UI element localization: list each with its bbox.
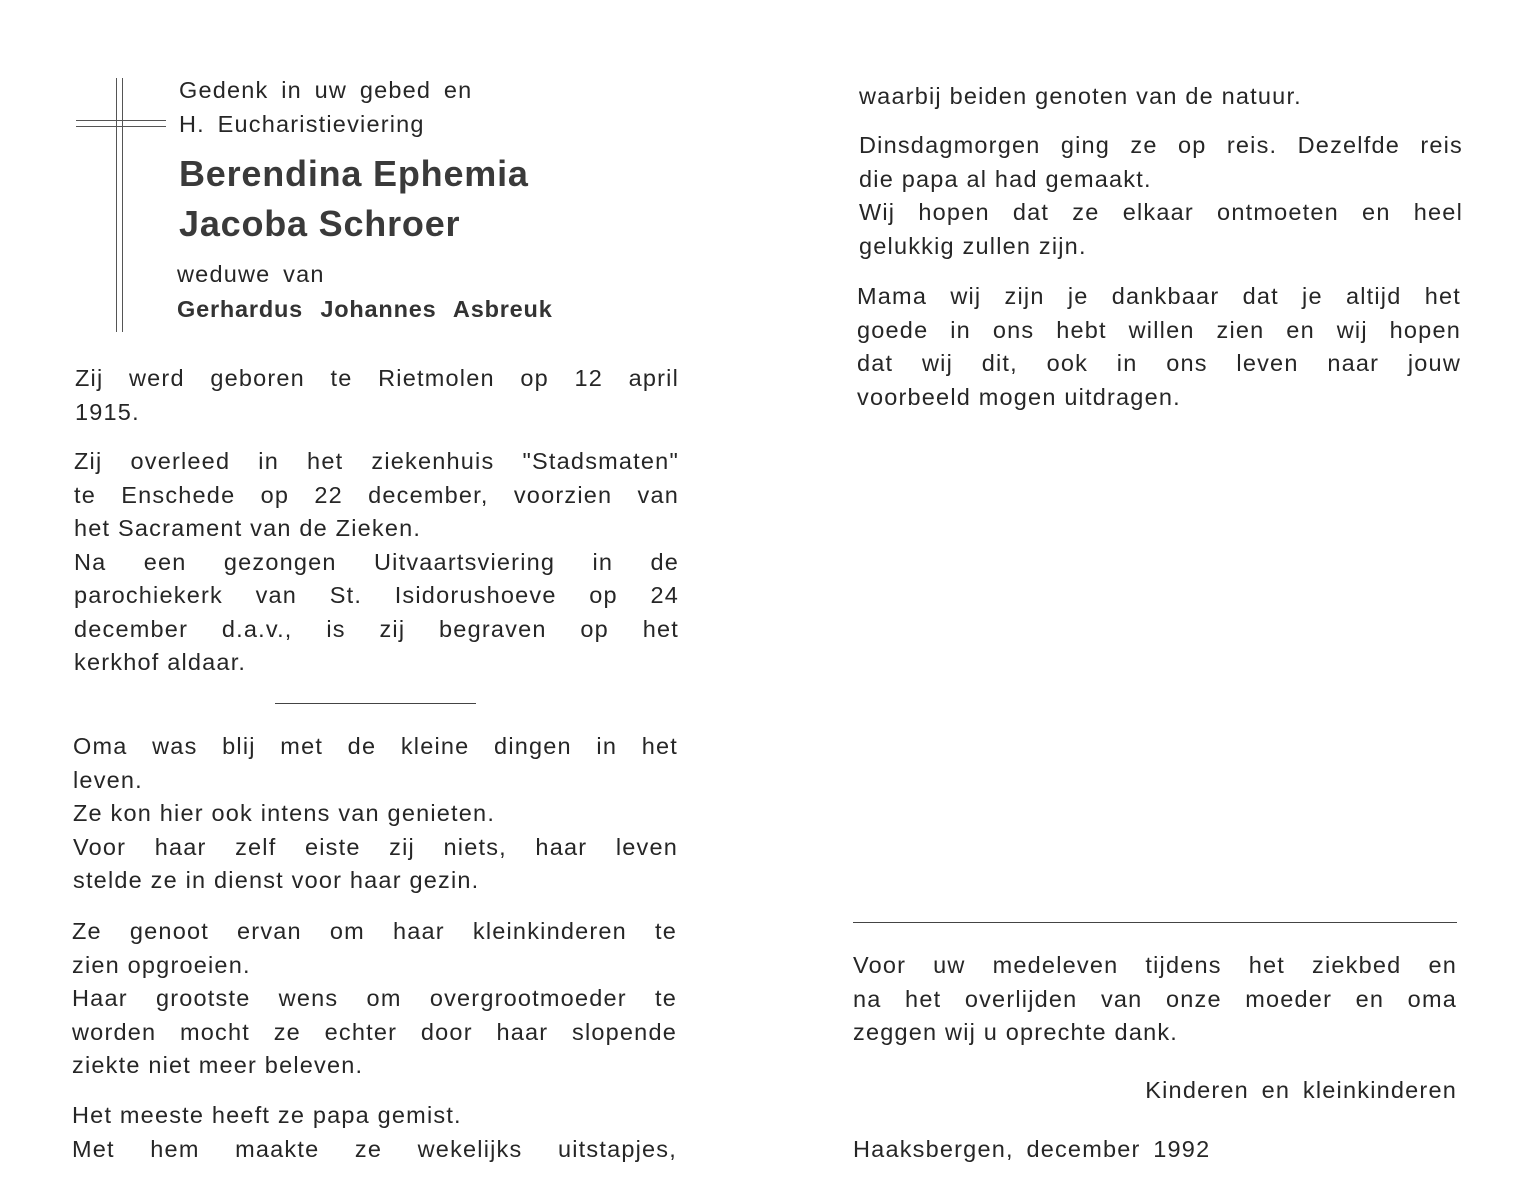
cross-icon — [76, 78, 172, 332]
text-line: stelde ze in dienst voor haar gezin. — [73, 867, 480, 893]
text-line: het Sacrament van de Zieken. — [74, 515, 422, 541]
text-line: Ze kon hier ook intens van genieten. — [73, 800, 496, 826]
text-line: gelukkig zullen zijn. — [859, 232, 1087, 259]
text-line: kerkhof aldaar. — [74, 649, 247, 675]
text-line: 1915. — [75, 398, 140, 425]
text-line: ziekte niet meer beleven. — [72, 1052, 364, 1078]
text-line: Het meeste heeft ze papa gemist. — [72, 1102, 462, 1128]
grandchildren-paragraph — [72, 915, 677, 1083]
mama-paragraph — [857, 280, 1461, 414]
deceased-name-line-1: Berendina Ephemia — [179, 153, 529, 194]
text-line: Oma was blij met de kleine dingen in het — [73, 733, 678, 759]
death-paragraph — [74, 445, 679, 680]
text-line: Dinsdagmorgen ging ze op reis. Dezelfde reis — [859, 132, 1463, 158]
text-line: Na een gezongen Uitvaartsviering in de — [74, 548, 679, 575]
text-line: Voor haar zelf eiste zij niets, haar leven — [73, 833, 678, 860]
text-line: na het overlijden van onze moeder en oma — [853, 985, 1457, 1012]
divider — [853, 922, 1457, 923]
text-line: Voor uw medeleven tijdens het ziekbed en — [853, 952, 1457, 978]
signature: Kinderen en kleinkinderen — [1145, 1077, 1457, 1103]
text-line: zien opgroeien. — [72, 951, 251, 978]
text-line: december d.a.v., is zij begraven op het — [74, 615, 679, 642]
text-line: dat wij dit, ook in ons leven naar jouw — [857, 350, 1461, 376]
nature-paragraph — [859, 80, 1463, 114]
text-line: Ze genoot ervan om haar kleinkinderen te — [72, 918, 677, 944]
text-line: leven. — [73, 766, 143, 793]
oma-paragraph — [73, 730, 678, 898]
text-line: zeggen wij u oprechte dank. — [853, 1019, 1179, 1045]
prayer-line-2: H. Eucharistieviering — [179, 111, 425, 137]
widow-label: weduwe van — [177, 261, 325, 287]
journey-paragraph — [859, 129, 1463, 263]
husband-name: Gerhardus Johannes Asbreuk — [177, 296, 553, 322]
divider — [275, 703, 476, 704]
text-line: te Enschede op 22 december, voorzien van — [74, 481, 679, 508]
text-line: Zij werd geboren te Rietmolen op 12 april — [75, 365, 679, 391]
text-line: Wij hopen dat ze elkaar ontmoeten en heel — [859, 199, 1463, 225]
text-line: parochiekerk van St. Isidorushoeve op 24 — [74, 582, 679, 608]
text-line: goede in ons hebt willen zien en wij hopen — [857, 316, 1461, 343]
text-line: Haar grootste wens om overgrootmoeder te — [72, 985, 677, 1011]
text-line: Met hem maakte ze wekelijks uitstapjes, — [72, 1135, 677, 1162]
text-line: Mama wij zijn je dankbaar dat je altijd het — [857, 283, 1461, 309]
prayer-line-1: Gedenk in uw gebed en — [179, 77, 473, 103]
thanks-paragraph — [853, 949, 1457, 1050]
text-line: die papa al had gemaakt. — [859, 165, 1152, 192]
text-line: waarbij beiden genoten van de natuur. — [859, 83, 1302, 109]
place-date: Haaksbergen, december 1992 — [853, 1136, 1211, 1162]
text-line: worden mocht ze echter door haar slopende — [72, 1018, 677, 1045]
deceased-name-line-2: Jacoba Schroer — [179, 203, 461, 244]
papa-paragraph — [72, 1099, 677, 1166]
birth-paragraph — [75, 362, 679, 429]
text-line: voorbeeld mogen uitdragen. — [857, 383, 1181, 410]
text-line: Zij overleed in het ziekenhuis "Stadsmaten" — [74, 448, 679, 474]
